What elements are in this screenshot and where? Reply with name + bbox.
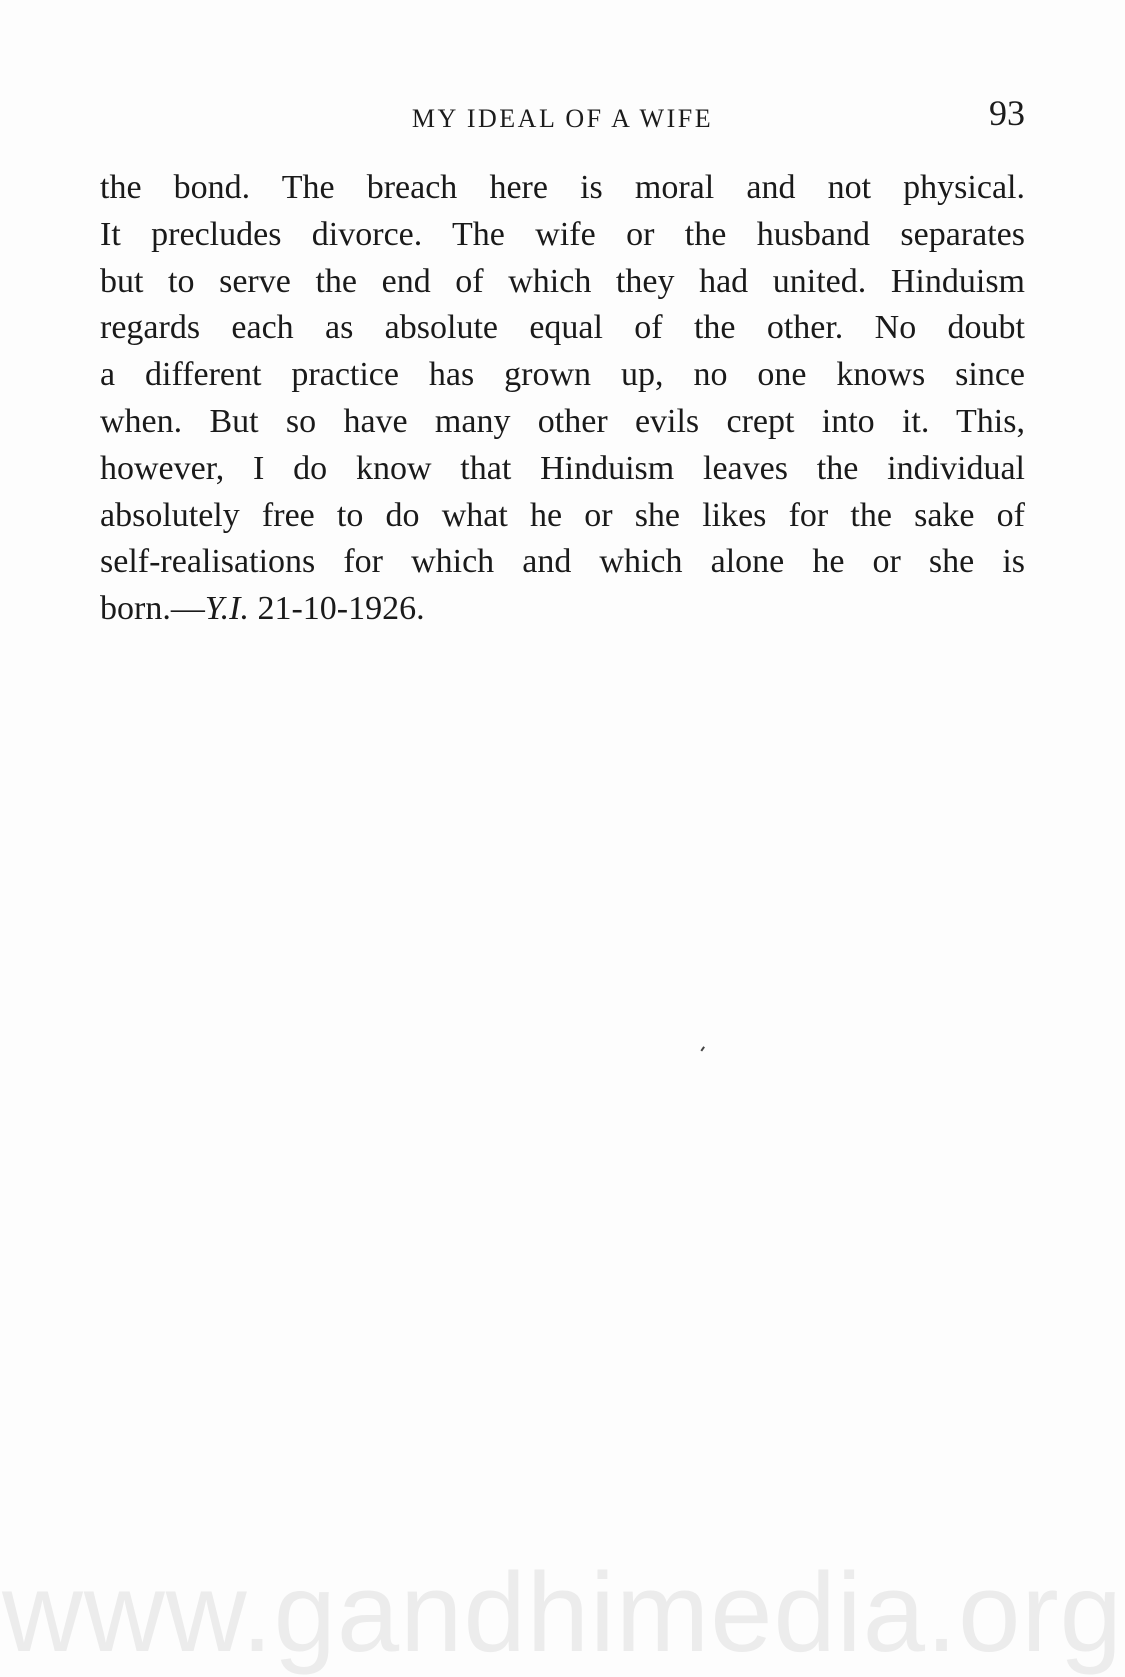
last-line-text: born.—	[100, 590, 205, 628]
text-line: self-realisations for which and which alone he or she is	[100, 543, 1025, 581]
watermark: www.gandhimedia.org	[2, 1550, 1123, 1675]
running-title: MY IDEAL OF A WIFE	[411, 104, 714, 133]
citation-date: 21-10-1926.	[248, 590, 425, 628]
stray-ink-mark	[700, 1046, 704, 1051]
text-line: regards each as absolute equal of the other. No doubt	[100, 309, 1025, 347]
text-line: absolutely free to do what he or she likes for the sake of	[100, 496, 1025, 534]
running-head	[100, 92, 1025, 142]
text-line: the bond. The breach here is moral and not physical.	[100, 169, 1025, 206]
text-line: however, I do know that Hinduism leaves the individual	[100, 449, 1025, 487]
page-number: 93	[989, 93, 1025, 133]
body-paragraph	[100, 165, 1025, 633]
text-line: a different practice has grown up, no one knows since	[100, 356, 1025, 394]
text-line: It precludes divorce. The wife or the husband separates	[100, 215, 1025, 253]
text-line: but to serve the end of which they had united. Hinduism	[100, 262, 1025, 300]
text-line-last	[100, 586, 1025, 633]
text-line: when. But so have many other evils crept into it. This,	[100, 402, 1025, 440]
citation-source: Y.I.	[204, 590, 249, 628]
